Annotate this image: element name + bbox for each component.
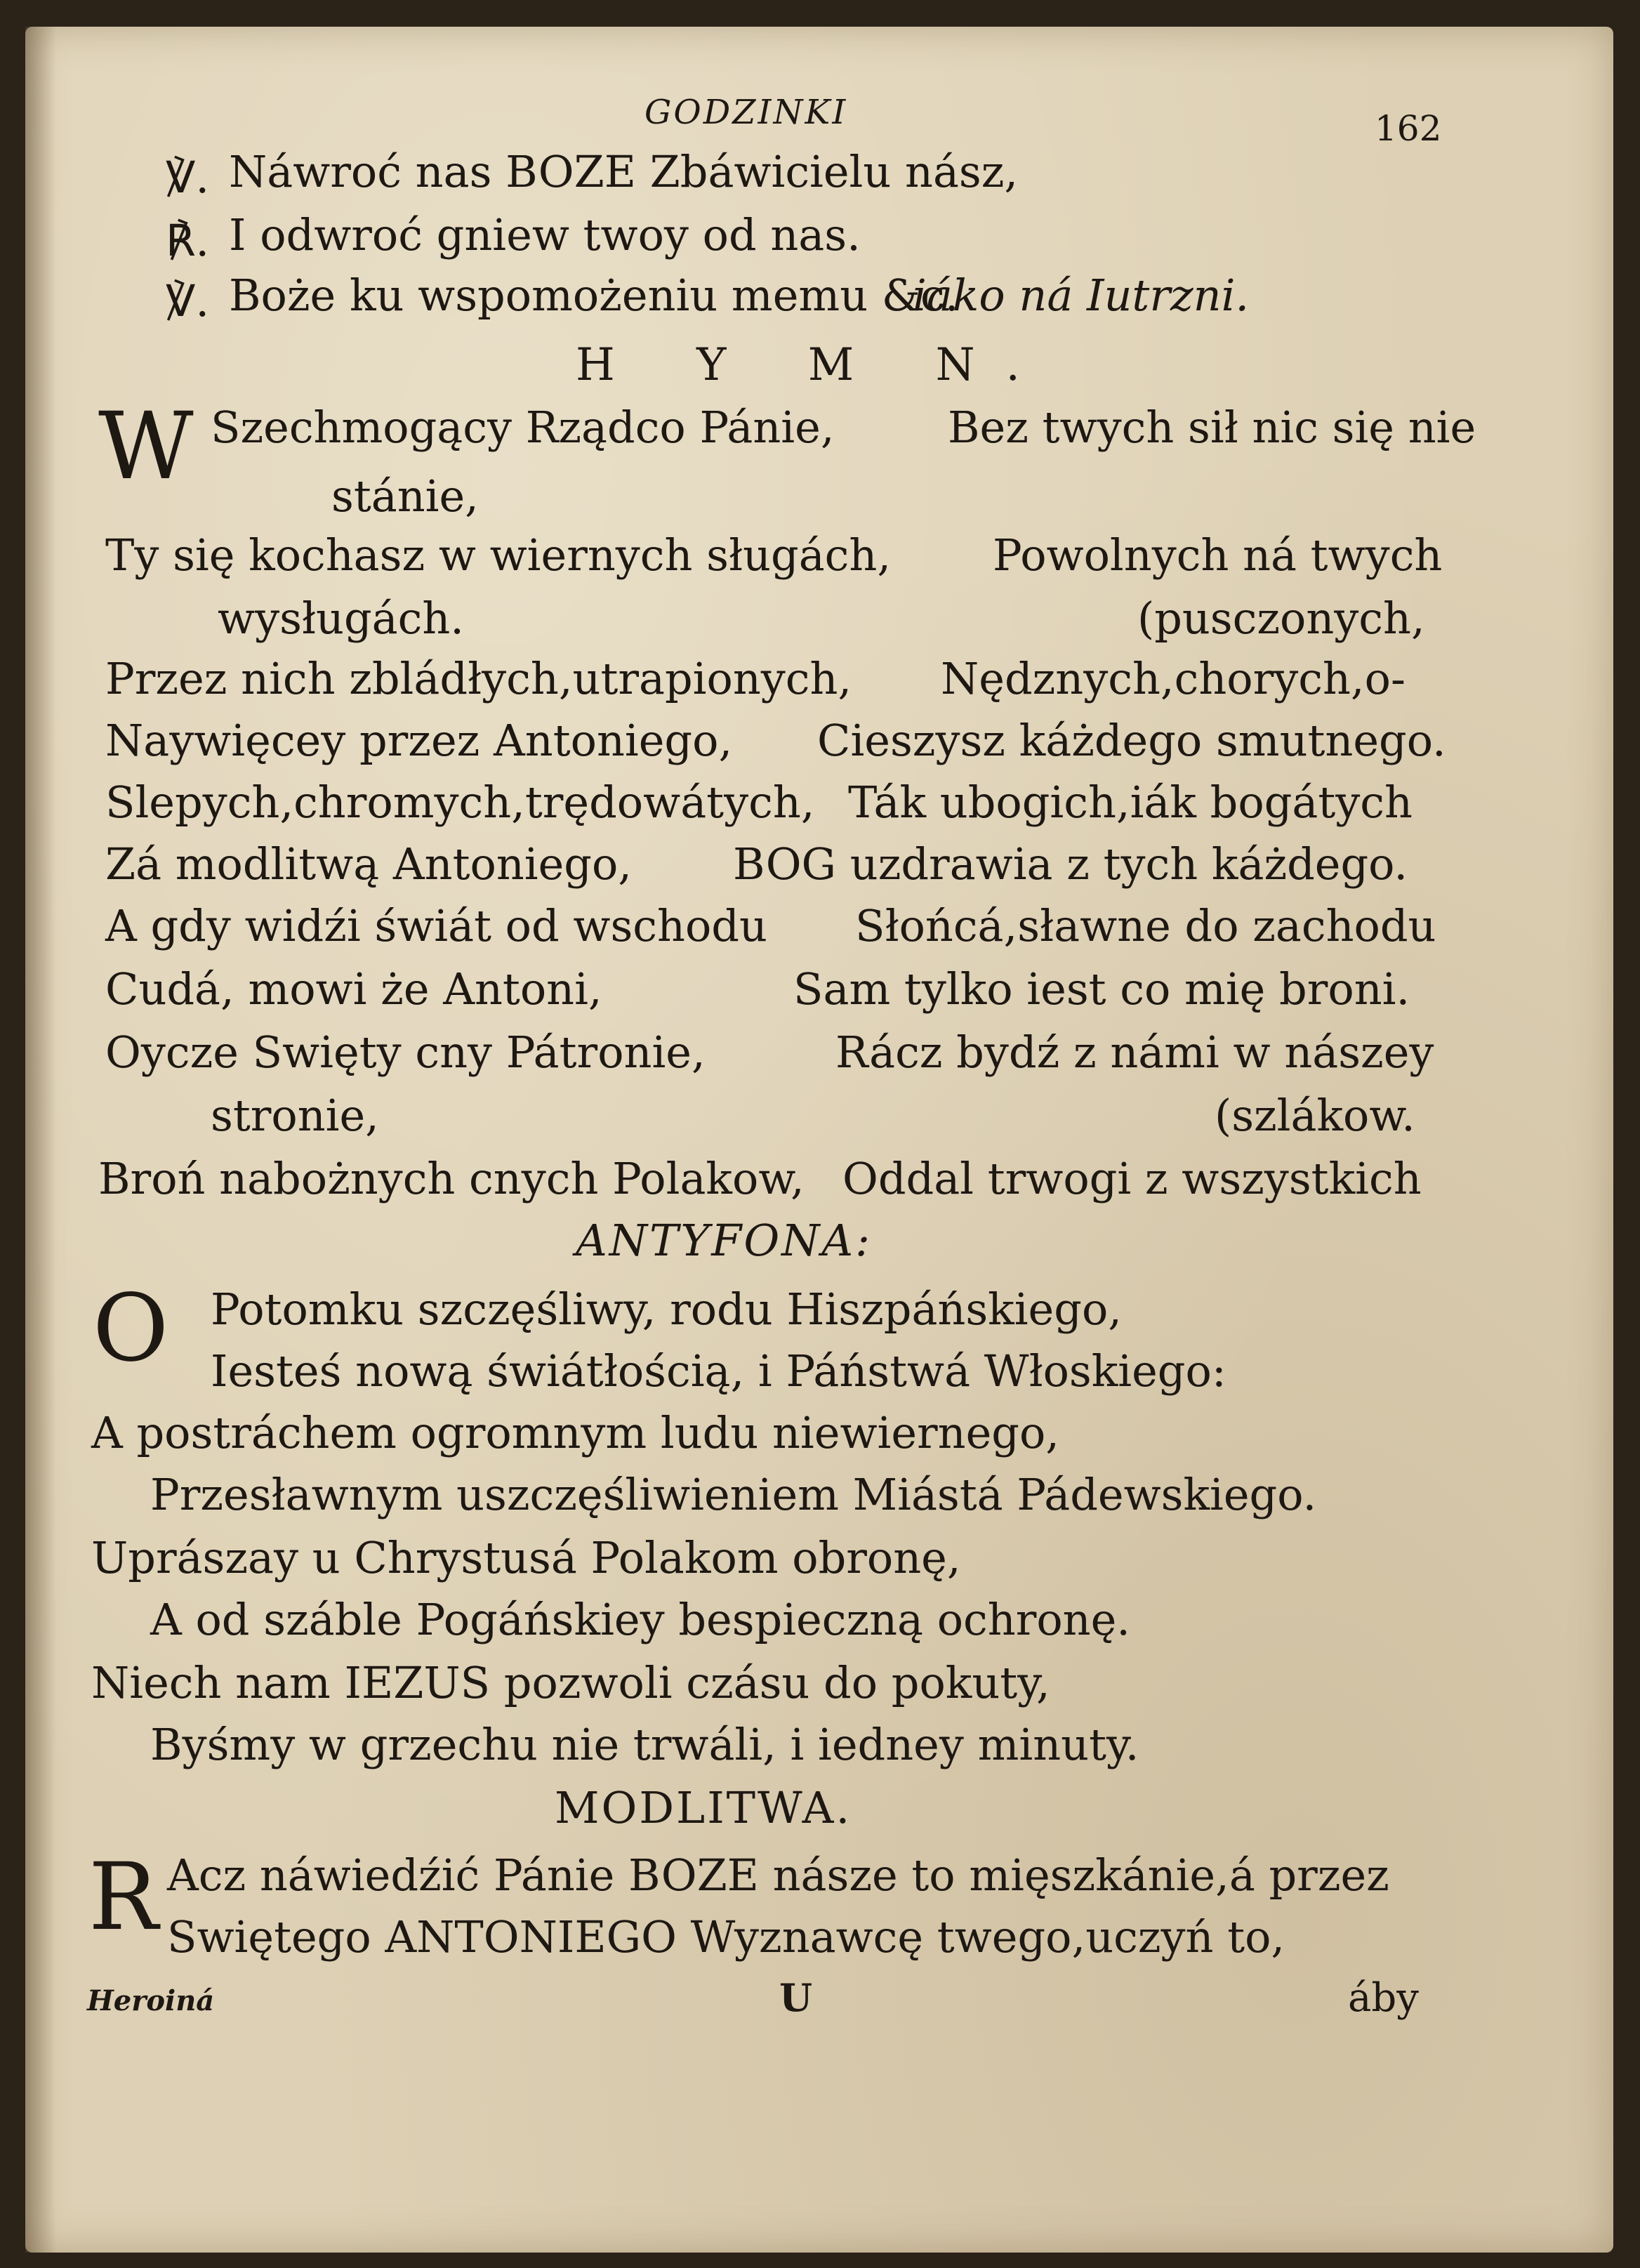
hymn-line-left: stronie, bbox=[211, 1090, 379, 1141]
antiphon-line: A od száble Pogáńskiey bespieczną ochronę. bbox=[150, 1594, 1130, 1645]
hymn-line-right: Rácz bydź z námi w nászey bbox=[835, 1027, 1434, 1078]
hymn-line-left: Cudá, mowi że Antoni, bbox=[105, 963, 602, 1015]
hymn-line-left: Ty się kochasz w wiernych sługách, bbox=[105, 529, 892, 581]
hymn-line-right: Bez twych sił nic się nie bbox=[948, 402, 1476, 453]
prayer-title: MODLITWA. bbox=[555, 1782, 852, 1833]
hymn-line-left: wysługách. bbox=[218, 593, 464, 644]
antiphon-line: Byśmy w grzechu nie trwáli, i iedney minuty. bbox=[150, 1719, 1139, 1770]
hymn-line-left: A gdy widźi świát od wschodu bbox=[105, 900, 767, 951]
response-text: I odwroć gniew twoy od nas. bbox=[229, 209, 861, 261]
hymn-line-right: (szlákow. bbox=[1215, 1090, 1415, 1141]
versicle-text: Náwroć nas BOZE Zbáwicielu nász, bbox=[229, 146, 1019, 197]
catchword-right: áby bbox=[1348, 1975, 1419, 2021]
antiphon-line: Uprászay u Chrystusá Polakom obronę, bbox=[91, 1532, 961, 1583]
hymn-line-left: Slepych,chromych,trędowátych, bbox=[105, 777, 815, 828]
hymn-line-left: stánie, bbox=[331, 470, 479, 522]
versicle-mark: ℣. bbox=[166, 275, 210, 327]
antiphon-line: Potomku szczęśliwy, rodu Hiszpáńskiego, bbox=[211, 1284, 1122, 1335]
page-number: 162 bbox=[1375, 108, 1442, 149]
hymn-title: H Y M N. bbox=[576, 339, 1054, 391]
catchword-left: Heroiná bbox=[87, 1984, 215, 2017]
hymn-line-right: Sam tylko iest co mię broni. bbox=[793, 963, 1410, 1015]
antiphon-line: Iesteś nową świátłością, i Páństwá Włoskiego: bbox=[211, 1345, 1226, 1397]
hymn-line-left: Naywięcey przez Antoniego, bbox=[105, 715, 733, 766]
antiphon-title: ANTYFONA: bbox=[576, 1215, 873, 1266]
hymn-line-left: Zá modlitwą Antoniego, bbox=[105, 838, 632, 890]
prayer-line: Acz náwiedźić Pánie BOZE násze to mięszkánie,á przez bbox=[167, 1850, 1389, 1901]
hymn-line-right: Nędznych,chorych,o- bbox=[941, 653, 1406, 704]
hymn-drop-initial: W bbox=[98, 393, 194, 501]
page-gutter-shadow bbox=[25, 27, 56, 2253]
response-mark: ℟. bbox=[166, 215, 210, 266]
hymn-line-right: (pusczonych, bbox=[1137, 593, 1425, 644]
hymn-line-left: Przez nich zbládłych,utrapionych, bbox=[105, 653, 852, 704]
hymn-line-right: Ták ubogich,iák bogátych bbox=[848, 777, 1413, 828]
signature-mark: U bbox=[779, 1975, 813, 2020]
hymn-line-right: Oddal trwogi z wszystkich bbox=[842, 1153, 1422, 1204]
hymn-line-right: BOG uzdrawia z tych káżdego. bbox=[733, 838, 1408, 890]
prayer-drop-initial: R bbox=[88, 1843, 159, 1951]
prayer-line: Swiętego ANTONIEGO Wyznawcę twego,uczyń to, bbox=[167, 1911, 1285, 1963]
antiphon-drop-initial: O bbox=[93, 1274, 169, 1383]
versicle-italic-tail: iáko ná Iutrzni. bbox=[913, 270, 1250, 321]
hymn-line-left: Broń nabożnych cnych Polakow, bbox=[98, 1153, 805, 1204]
hymn-line-right: Powolnych ná twych bbox=[993, 529, 1443, 581]
hymn-line-right: Cieszysz káżdego smutnego. bbox=[817, 715, 1446, 766]
antiphon-line: Przesławnym uszczęśliwieniem Miástá Pádewskiego. bbox=[150, 1469, 1317, 1520]
hymn-line-left: Oycze Swięty cny Pátronie, bbox=[105, 1027, 706, 1078]
antiphon-line: Niech nam IEZUS pozwoli czásu do pokuty, bbox=[91, 1657, 1050, 1708]
antiphon-line: A postráchem ogromnym ludu niewiernego, bbox=[91, 1407, 1060, 1458]
versicle-mark: ℣. bbox=[166, 152, 210, 203]
hymn-line-right: Słońcá,sławne do zachodu bbox=[855, 900, 1436, 951]
hymn-line-left: Szechmogący Rządco Pánie, bbox=[211, 402, 835, 453]
versicle-text: Boże ku wspomożeniu memu &c. bbox=[229, 270, 959, 321]
running-title: GODZINKI bbox=[644, 93, 848, 132]
